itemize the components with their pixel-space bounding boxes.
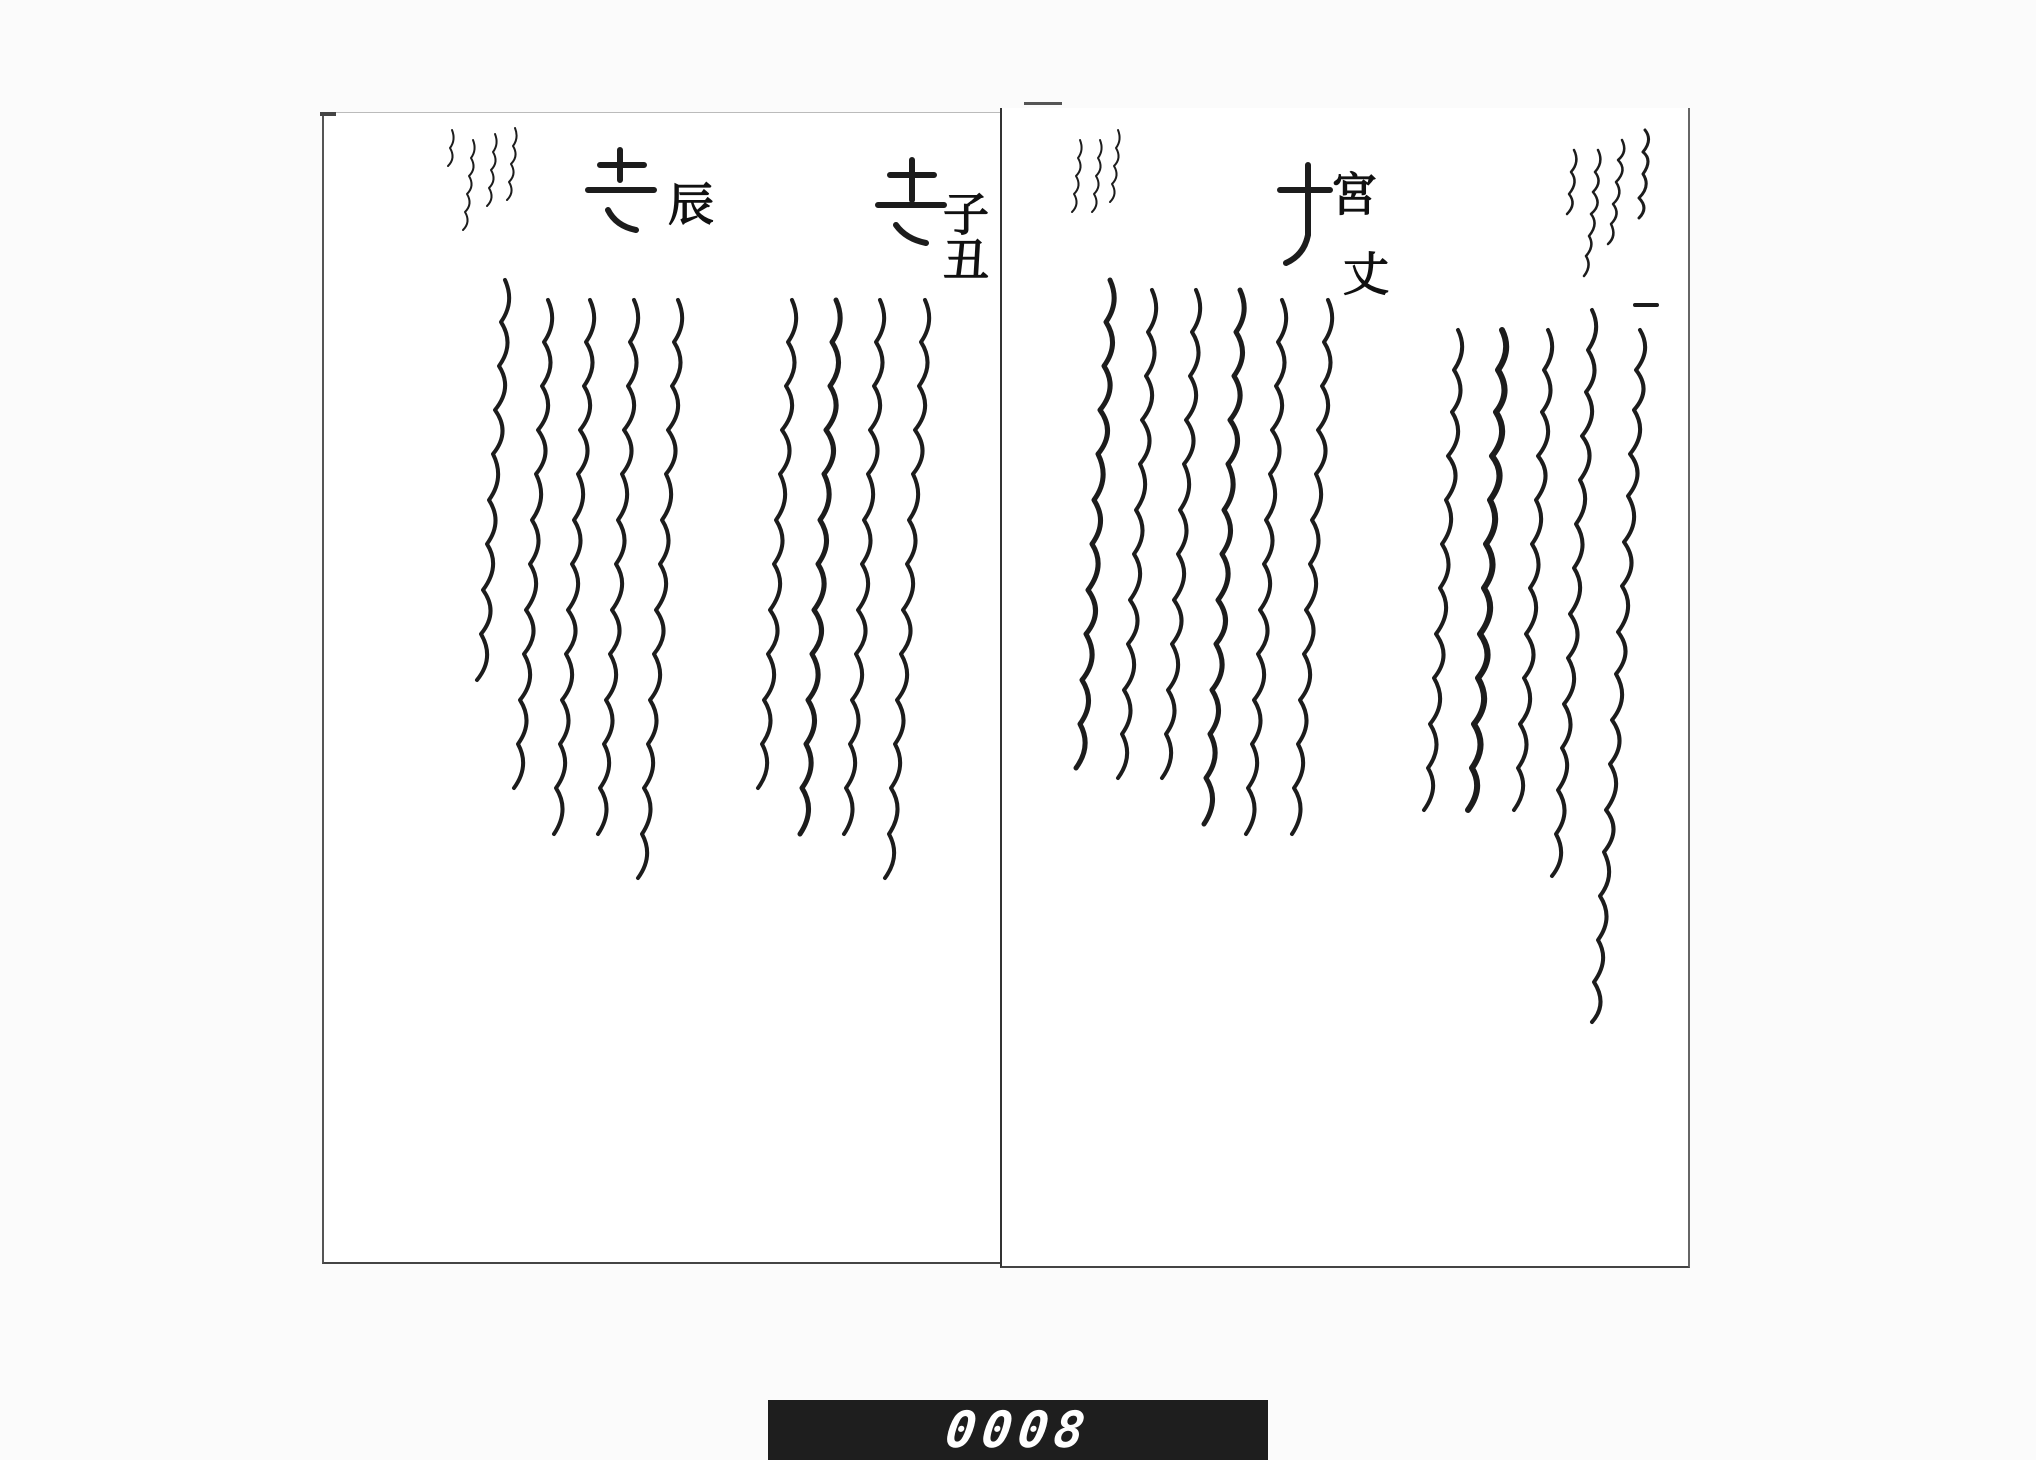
left-header-1: 子丑 xyxy=(936,190,990,282)
right-header-2: 丈 xyxy=(1336,250,1390,296)
left-header-2: 辰 xyxy=(661,180,715,226)
frame-counter xyxy=(768,1400,1268,1460)
frame-number: 0008 xyxy=(941,1401,1095,1459)
right-header-1: 宮 xyxy=(1324,170,1378,216)
